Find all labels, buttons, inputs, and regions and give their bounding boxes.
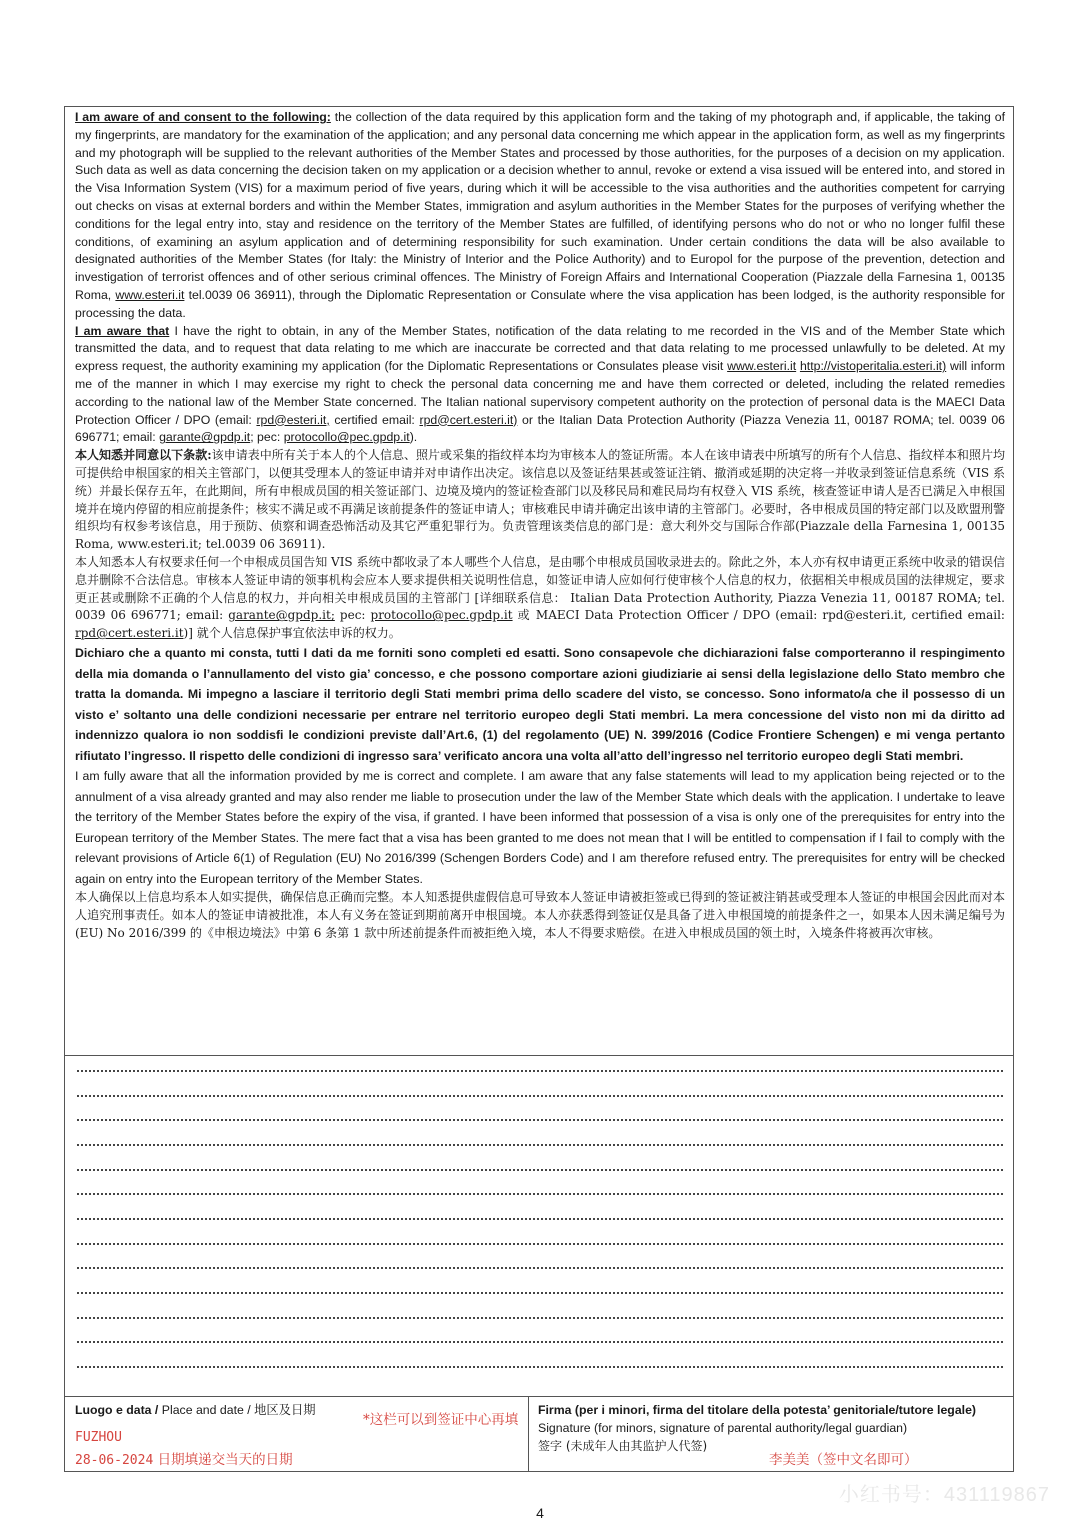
consent-paragraph-1: I am aware of and consent to the following: the collection of the data required by this application form and the taking of my photograph and, if applicable, the taking of my fingerprints, are mandatory for the examination of the application; and any personal data concerning me which appear in the application form, as well as my fingerprints and my photograph will be supplied to the relevant authorities of the Member States and processed by those authorities, for the purposes of a decision on my application. Such data as well as data concerning the decision taken on my application or a decision whether to annul, revoke or extend a visa issued will be entered into, and stored in the Visa Information System (VIS) for a maximum period of five years, during which it will be accessible to the visa authorities and the authorities competent for carrying out checks on visas at external borders and within the Member States, immigration and asylum authorities in the Member States for the purposes of verifying whether the conditions for the legal entry into, stay and residence on the territory of the Member States are fulfilled, of identifying persons who do not or who no longer fulfil these conditions, of examining an asylum application and of determining responsibility for such examination. Under certain conditions the data will be also available to designated authorities of the Member States (for Italy: the Ministry of Interior and the Police Authority) and to Europol for the purpose of the prevention, detection and investigation of terrorist offences and of other serious criminal offences. The Ministry of Foreign Affairs and International Cooperation (Piazzale della Farnesina 1, 00135 Roma, www.esteri.it tel.0039 06 36911), through the Diplomatic Representation or Consulate where the visa application has been lodged, is the authority responsible for processing the data. xyxy=(75,110,1006,320)
esteri-link[interactable]: www.esteri.it xyxy=(115,287,185,302)
date-note: 日期填递交当天的日期 xyxy=(157,1452,293,1468)
dotted-line xyxy=(77,1364,1003,1368)
consent-heading: I am aware of and consent to the following: xyxy=(75,110,331,124)
signature-row xyxy=(65,1396,1013,1472)
center-note: *这栏可以到签证中心再填 xyxy=(363,1412,519,1428)
declaration-english: I am fully aware that all the information provided by me is correct and complete. I am aware that any false statements will lead to my application being rejected or to the annulment of a visa already granted and may also render me liable to prosecution under the law of the Member State which deals with the application. I undertake to leave the territory of the Member States before the expiry of the visa, if granted. I have been informed that possession of a visa is only one of the prerequisites for entry into the European territory of the Member States. The mere fact that a visa has been granted to me does not mean that I will be entitled to compensation if I fail to comply with the relevant provisions of Article 6(1) of Regulation (EU) No 2016/399 (Schengen Borders Code) and I am therefore refused entry. The prerequisites for entry will be checked again on entry into the European territory of the Member States. xyxy=(75,769,1005,886)
place-value: FUZHOU xyxy=(75,1430,122,1445)
zh-garante-link[interactable]: garante@gpdp.it; xyxy=(228,608,335,623)
zh-rpd-cert-link[interactable]: rpd@cert.esteri.it xyxy=(75,626,184,641)
dotted-line xyxy=(77,1339,1003,1343)
signature-cell[interactable] xyxy=(529,1396,1013,1472)
consent-frame xyxy=(64,106,1014,1472)
declaration-italian: Dichiaro che a quanto mi consta, tutti I dati da me forniti sono completi ed esatti. Sono consapevole che dichiarazioni false comporteranno il respingimento della mia domanda o l’annullamento del visto gia’ concesso, e che possono comportare azioni giudiziarie ai sensi della legislazione dello Stato membro che tratta la domanda. Mi impegno a lasciare il territorio degli Stati membri prima dello scadere del visto, se concesso. Sono informato/a che il possesso di un visto e’ soltanto una delle condizioni necessarie per entrare nel territorio europeo degli Stati membri. La mera concessione del visto non mi da diritto ad indennizzo qualora io non soddisfi le condizioni previste dall’Art.6, (1) del regolamento (UE) N. 399/2016 (Codice Frontiere Schengen) e mi venga pertanto rifiutato l’ingresso. Il rispetto delle condizioni di ingresso sara’ verificato ancora una volta all’atto dell’ingresso nel territorio europeo degli Stati membri. xyxy=(75,645,1005,763)
signature-label-zh: 签字 (未成年人由其监护人代签) xyxy=(538,1439,708,1453)
protocollo-link[interactable]: protocollo@pec.gpdp.it xyxy=(283,430,410,445)
dotted-line xyxy=(77,1290,1003,1294)
consent-paragraph-zh-1: 本人知悉并同意以下条款:该申请表中所有关于本人的个人信息、照片或采集的指纹样本均为审核本人的签证所需。本人在该申请表中所填写的所有个人信息、指纹样本和照片均可提供给申根国家的相关主管部门，以便其受理本人的签证申请并对申请作出决定。该信息以及签证结果甚或签证注销、撤消或延期的决定将一并收录到签证信息系统（VIS 系统）并最长保存五年，在此期间，所有申根成员国的相关签证部门、边境及境内的签证检查部门以及移民局和难民局均有权登入 VIS 系统，核查签证申请人是否已满足入申根国境并在境内停留的相应前提条件；核实不满足或不再满足该前提条件的签证申请人；审核难民申请并确定出该申请的主管部门。必要时，各申根成员国的特定部门以及欧盟刑警组织均有权参考该信息，用于预防、侦察和调查恐怖活动及其它严重犯罪行为。负责管理该类信息的部门是：意大利外交与国际合作部(Piazzale della Farnesina 1, 00135 Roma, www.esteri.it; tel.0039 06 36911). xyxy=(75,448,1005,552)
dotted-line xyxy=(77,1191,1003,1195)
signature-label-en: Signature (for minors, signature of parental authority/legal guardian) xyxy=(538,1421,908,1435)
zh-protocollo-link[interactable]: protocollo@pec.gpdp.it xyxy=(370,608,513,623)
notes-dotted-area[interactable] xyxy=(65,1055,1013,1397)
declaration-chinese: 本人确保以上信息均系本人如实提供，确保信息正确而完整。本人知悉提供虚假信息可导致本人签证申请被拒签或已得到的签证被注销甚或受理本人签证的申根国会因此而对本人追究刑事责任。如本人的签证申请被批准，本人有义务在签证到期前离开申根国境。本人亦获悉得到签证仅是具备了进入申根国境的前提条件之一，如果本人因未满足编号为(EU) No 2016/399 的《申根边境法》中第 6 条第 1 款中所述前提条件而被拒绝入境，本人不得要求赔偿。在进入申根成员国的领土时，入境条件将被再次审核。 xyxy=(75,889,1005,940)
rpd-email-link[interactable]: rpd@esteri.it, xyxy=(256,412,330,427)
esteri-link-2[interactable]: www.esteri.it xyxy=(727,359,797,374)
date-value: 28-06-2024 xyxy=(75,1453,154,1468)
aware-heading: I am aware that xyxy=(75,323,170,338)
place-date-label: Luogo e data / Place and date / 地区及日期 xyxy=(75,1403,316,1417)
dotted-line xyxy=(77,1068,1003,1072)
dotted-line xyxy=(77,1117,1003,1121)
date-line xyxy=(75,1448,293,1468)
dotted-line xyxy=(77,1142,1003,1146)
signature-label-it: Firma (per i minori, firma del titolare della potesta’ genitoriale/tutore legale) xyxy=(538,1403,977,1417)
dotted-line xyxy=(77,1241,1003,1245)
place-date-cell[interactable] xyxy=(65,1396,529,1472)
vistoperitalia-link[interactable]: http://vistoperitalia.esteri.it) xyxy=(799,359,947,374)
dotted-line xyxy=(77,1315,1003,1319)
dotted-line xyxy=(77,1216,1003,1220)
consent-paragraph-zh-2: 本人知悉本人有权要求任何一个申根成员国告知 VIS 系统中都收录了本人哪些个人信息，是由哪个申根成员国收录进去的。除此之外，本人亦有权申请更正系统中收录的错误信息并删除不合法信息。审核本人签证申请的领事机构会应本人要求提供相关说明性信息，如签证申请人应如何行使审核个人信息的权力，依据相关申根成员国的法律规定，要求更正甚或删除不正确的个人信息的权力，并向相关申根成员国的主管部门 [详细联系信息： Italian Data Protection Authority, Piazza Venezia 11, 00187 ROMA; tel. 0039 06 696771; email: garante@gpdp.it; pec: protocollo@pec.gpdp.it 或 MAECI Data Protection Officer / DPO (email: rpd@esteri.it, certified email: rpd@cert.esteri.it)] 就个人信息保护事宜依法申诉的权力。 xyxy=(75,554,1005,641)
signature-note: 李美美（签中文名即可） xyxy=(769,1452,918,1468)
dotted-line xyxy=(77,1265,1003,1269)
dotted-line xyxy=(77,1167,1003,1171)
garante-link[interactable]: garante@gpdp.it xyxy=(159,430,251,445)
consent-paragraph-2: I am aware that I have the right to obtain, in any of the Member States, notification of the data relating to me recorded in the VIS and of the Member State which transmitted the data, and to request that data relating to me which are inaccurate be corrected and that data relating to me processed unlawfully to be deleted. At my express request, the authority examining my application (for the Diplomatic Representations or Consulates please visit www.esteri.it http://vistoperitalia.esteri.it) will inform me of the manner in which I may exercise my right to check the personal data concerning me and have them corrected or deleted, including the related remedies according to the national law of the Member State concerned. The Italian national supervisory competent authority on the protection of personal data is the MAECI Data Protection Officer / DPO (email: rpd@esteri.it, certified email: rpd@cert.esteri.it) or the Italian Data Protection Authority (Piazza Venezia 11, 00187 ROMA; tel. 0039 06 696771; email: garante@gpdp.it; pec: protocollo@pec.gpdp.it). xyxy=(75,323,1006,445)
watermark: 小红书号：431119867 xyxy=(838,1484,1050,1506)
rpd-cert-link[interactable]: rpd@cert.esteri.it) xyxy=(419,412,518,427)
zh-consent-heading: 本人知悉并同意以下条款: xyxy=(75,448,212,463)
consent-text-block xyxy=(75,109,1005,942)
dotted-line xyxy=(77,1093,1003,1097)
page-number: 4 xyxy=(536,1505,544,1521)
